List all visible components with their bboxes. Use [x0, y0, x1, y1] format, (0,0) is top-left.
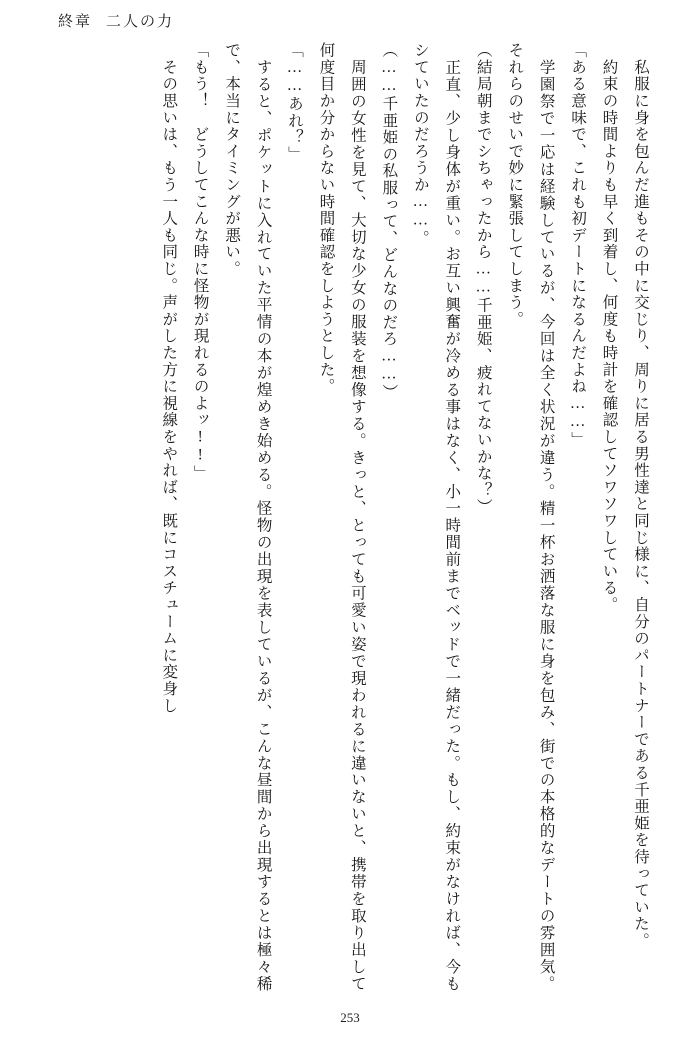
page-number: 253 [340, 1010, 360, 1025]
chapter-title: 二人の力 [106, 14, 175, 30]
paragraph: 正直、少し身体が重い。お互い興奮が冷める事はなく、小一時間前までベッドで一緒だった。もし、約束がなければ、今もシていたのだろうか……。 [411, 42, 461, 992]
paragraph: 「ある意味で、これも初デートになるんだよね……」 [569, 42, 587, 449]
body-text [44, 42, 656, 992]
paragraph: 私服に身を包んだ進もその中に交じり、周りに居る男性達と同じ様に、自分のパートナーである千亜姫を待っていた。 [632, 42, 649, 950]
paragraph: 「もう！ どうしてこんな時に怪物が現れるのよッ!!」 [191, 42, 209, 482]
paragraph: 周囲の女性を見て、大切な少女の服装を想像する。きっと、とっても可愛い姿で現われるに違いないと、携帯を取り出して何度目か分からない時間確認をしようとした。 [317, 42, 366, 992]
paragraph: 約束の時間よりも早く到着し、何度も時計を確認してソワソワしている。 [600, 42, 618, 614]
paragraph: その思いは、もう一人も同じ。声がした方に視線をやれば、既にコスチュームに変身し [160, 42, 178, 714]
paragraph: 「……あれ？」 [286, 42, 304, 163]
running-head [58, 10, 174, 31]
paragraph: 学園祭で一応は経験しているが、今回は全く状況が違う。精一杯お洒落な服に身を包み、街での本格的なデートの雰囲気。それらのせいで妙に緊張してしまう。 [506, 42, 555, 992]
paragraph: （結局朝までシちゃったから……千亜姫、疲れてないかな？） [474, 42, 492, 516]
paragraph: すると、ポケットに入れていた平情の本が煌めき始める。怪物の出現を表しているが、こんな昼間から出現するとは極々稀で、本当にタイミングが悪い。 [223, 42, 272, 992]
chapter-number: 終章 [58, 14, 93, 30]
paragraph: （……千亜姫の私服って、どんなのだろ……） [380, 42, 398, 401]
